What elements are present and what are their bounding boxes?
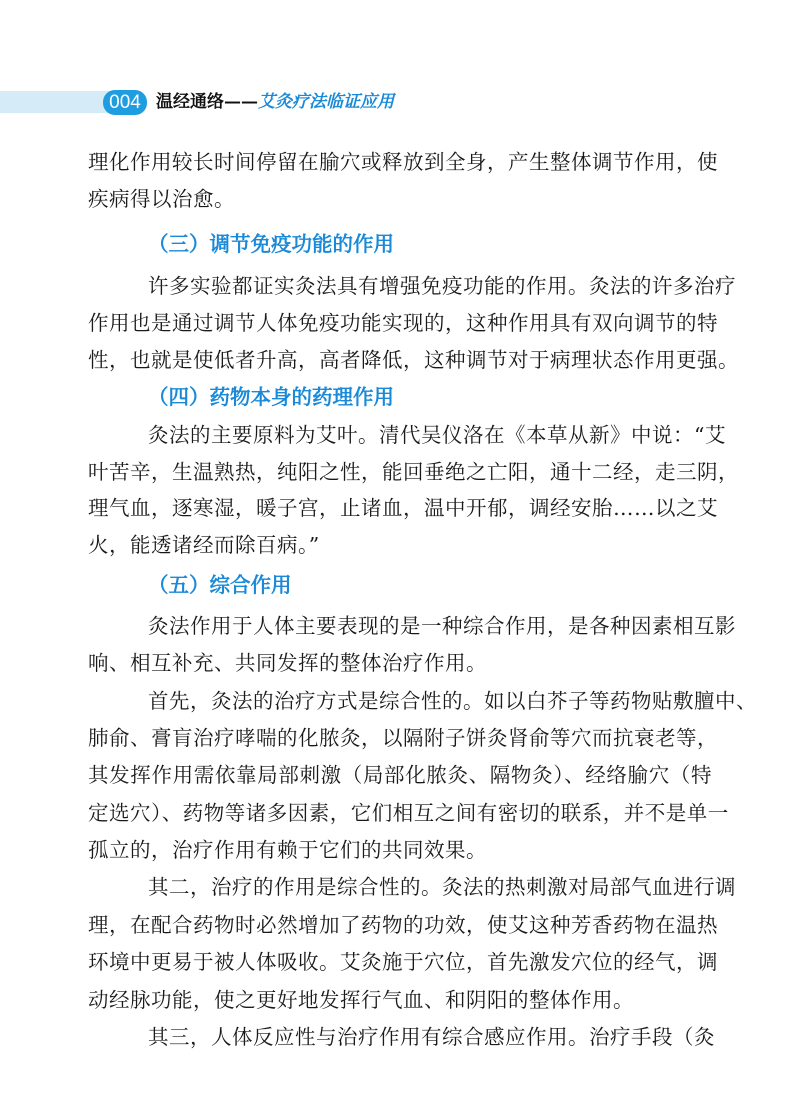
paragraph-line: 性，也就是使低者升高，高者降低，这种调节对于病理状态作用更强。 [88, 348, 739, 372]
running-header [156, 90, 394, 115]
paragraph-line: 疾病得以治愈。 [88, 187, 235, 211]
paragraph-line: 火，能透诸经而除百病。” [88, 533, 320, 557]
book-title: 温经通络—— [156, 92, 258, 112]
page-number-badge: 004 [103, 90, 147, 115]
paragraph-line: 许多实验都证实灸法具有增强免疫功能的作用。灸法的许多治疗 [148, 274, 736, 298]
paragraph-line: 灸法的主要原料为艾叶。清代吴仪洛在《本草从新》中说：“艾 [148, 423, 726, 447]
paragraph-line: 孤立的，治疗作用有赖于它们的共同效果。 [88, 838, 487, 862]
paragraph-line: 作用也是通过调节人体免疫功能实现的，这种作用具有双向调节的特 [88, 311, 718, 335]
paragraph-line: 响、相互补充、共同发挥的整体治疗作用。 [88, 651, 487, 675]
paragraph-line: 其二，治疗的作用是综合性的。灸法的热刺激对局部气血进行调 [148, 875, 736, 899]
section-heading: （五）综合作用 [148, 573, 292, 597]
paragraph-line: 环境中更易于被人体吸收。艾灸施于穴位，首先激发穴位的经气，调 [88, 950, 718, 974]
paragraph-line: 叶苦辛，生温熟热，纯阳之性，能回垂绝之亡阳，通十二经，走三阴， [88, 460, 739, 484]
paragraph-line: 灸法作用于人体主要表现的是一种综合作用，是各种因素相互影 [148, 614, 736, 638]
paragraph-line: 首先，灸法的治疗方式是综合性的。如以白芥子等药物贴敷膻中、 [148, 689, 757, 713]
header-band [0, 91, 112, 113]
book-subtitle: 艾灸疗法临证应用 [258, 92, 394, 112]
section-heading: （三）调节免疫功能的作用 [148, 232, 394, 256]
section-heading: （四）药物本身的药理作用 [148, 385, 394, 409]
paragraph-line: 理化作用较长时间停留在腧穴或释放到全身，产生整体调节作用，使 [88, 150, 718, 174]
paragraph-line: 肺俞、膏肓治疗哮喘的化脓灸，以隔附子饼灸肾俞等穴而抗衰老等， [88, 726, 718, 750]
paragraph-line: 理，在配合药物时必然增加了药物的功效，使艾这种芳香药物在温热 [88, 913, 718, 937]
paragraph-line: 动经脉功能，使之更好地发挥行气血、和阴阳的整体作用。 [88, 988, 634, 1012]
paragraph-line: 理气血，逐寒湿，暖子宫，止诸血，温中开郁，调经安胎……以之艾 [88, 496, 718, 520]
paragraph-line: 其三，人体反应性与治疗作用有综合感应作用。治疗手段（灸 [148, 1025, 715, 1049]
paragraph-line: 定选穴）、药物等诸多因素，它们相互之间有密切的联系，并不是单一 [88, 801, 729, 825]
paragraph-line: 其发挥作用需依靠局部刺激（局部化脓灸、隔物灸）、经络腧穴（特 [88, 763, 712, 787]
